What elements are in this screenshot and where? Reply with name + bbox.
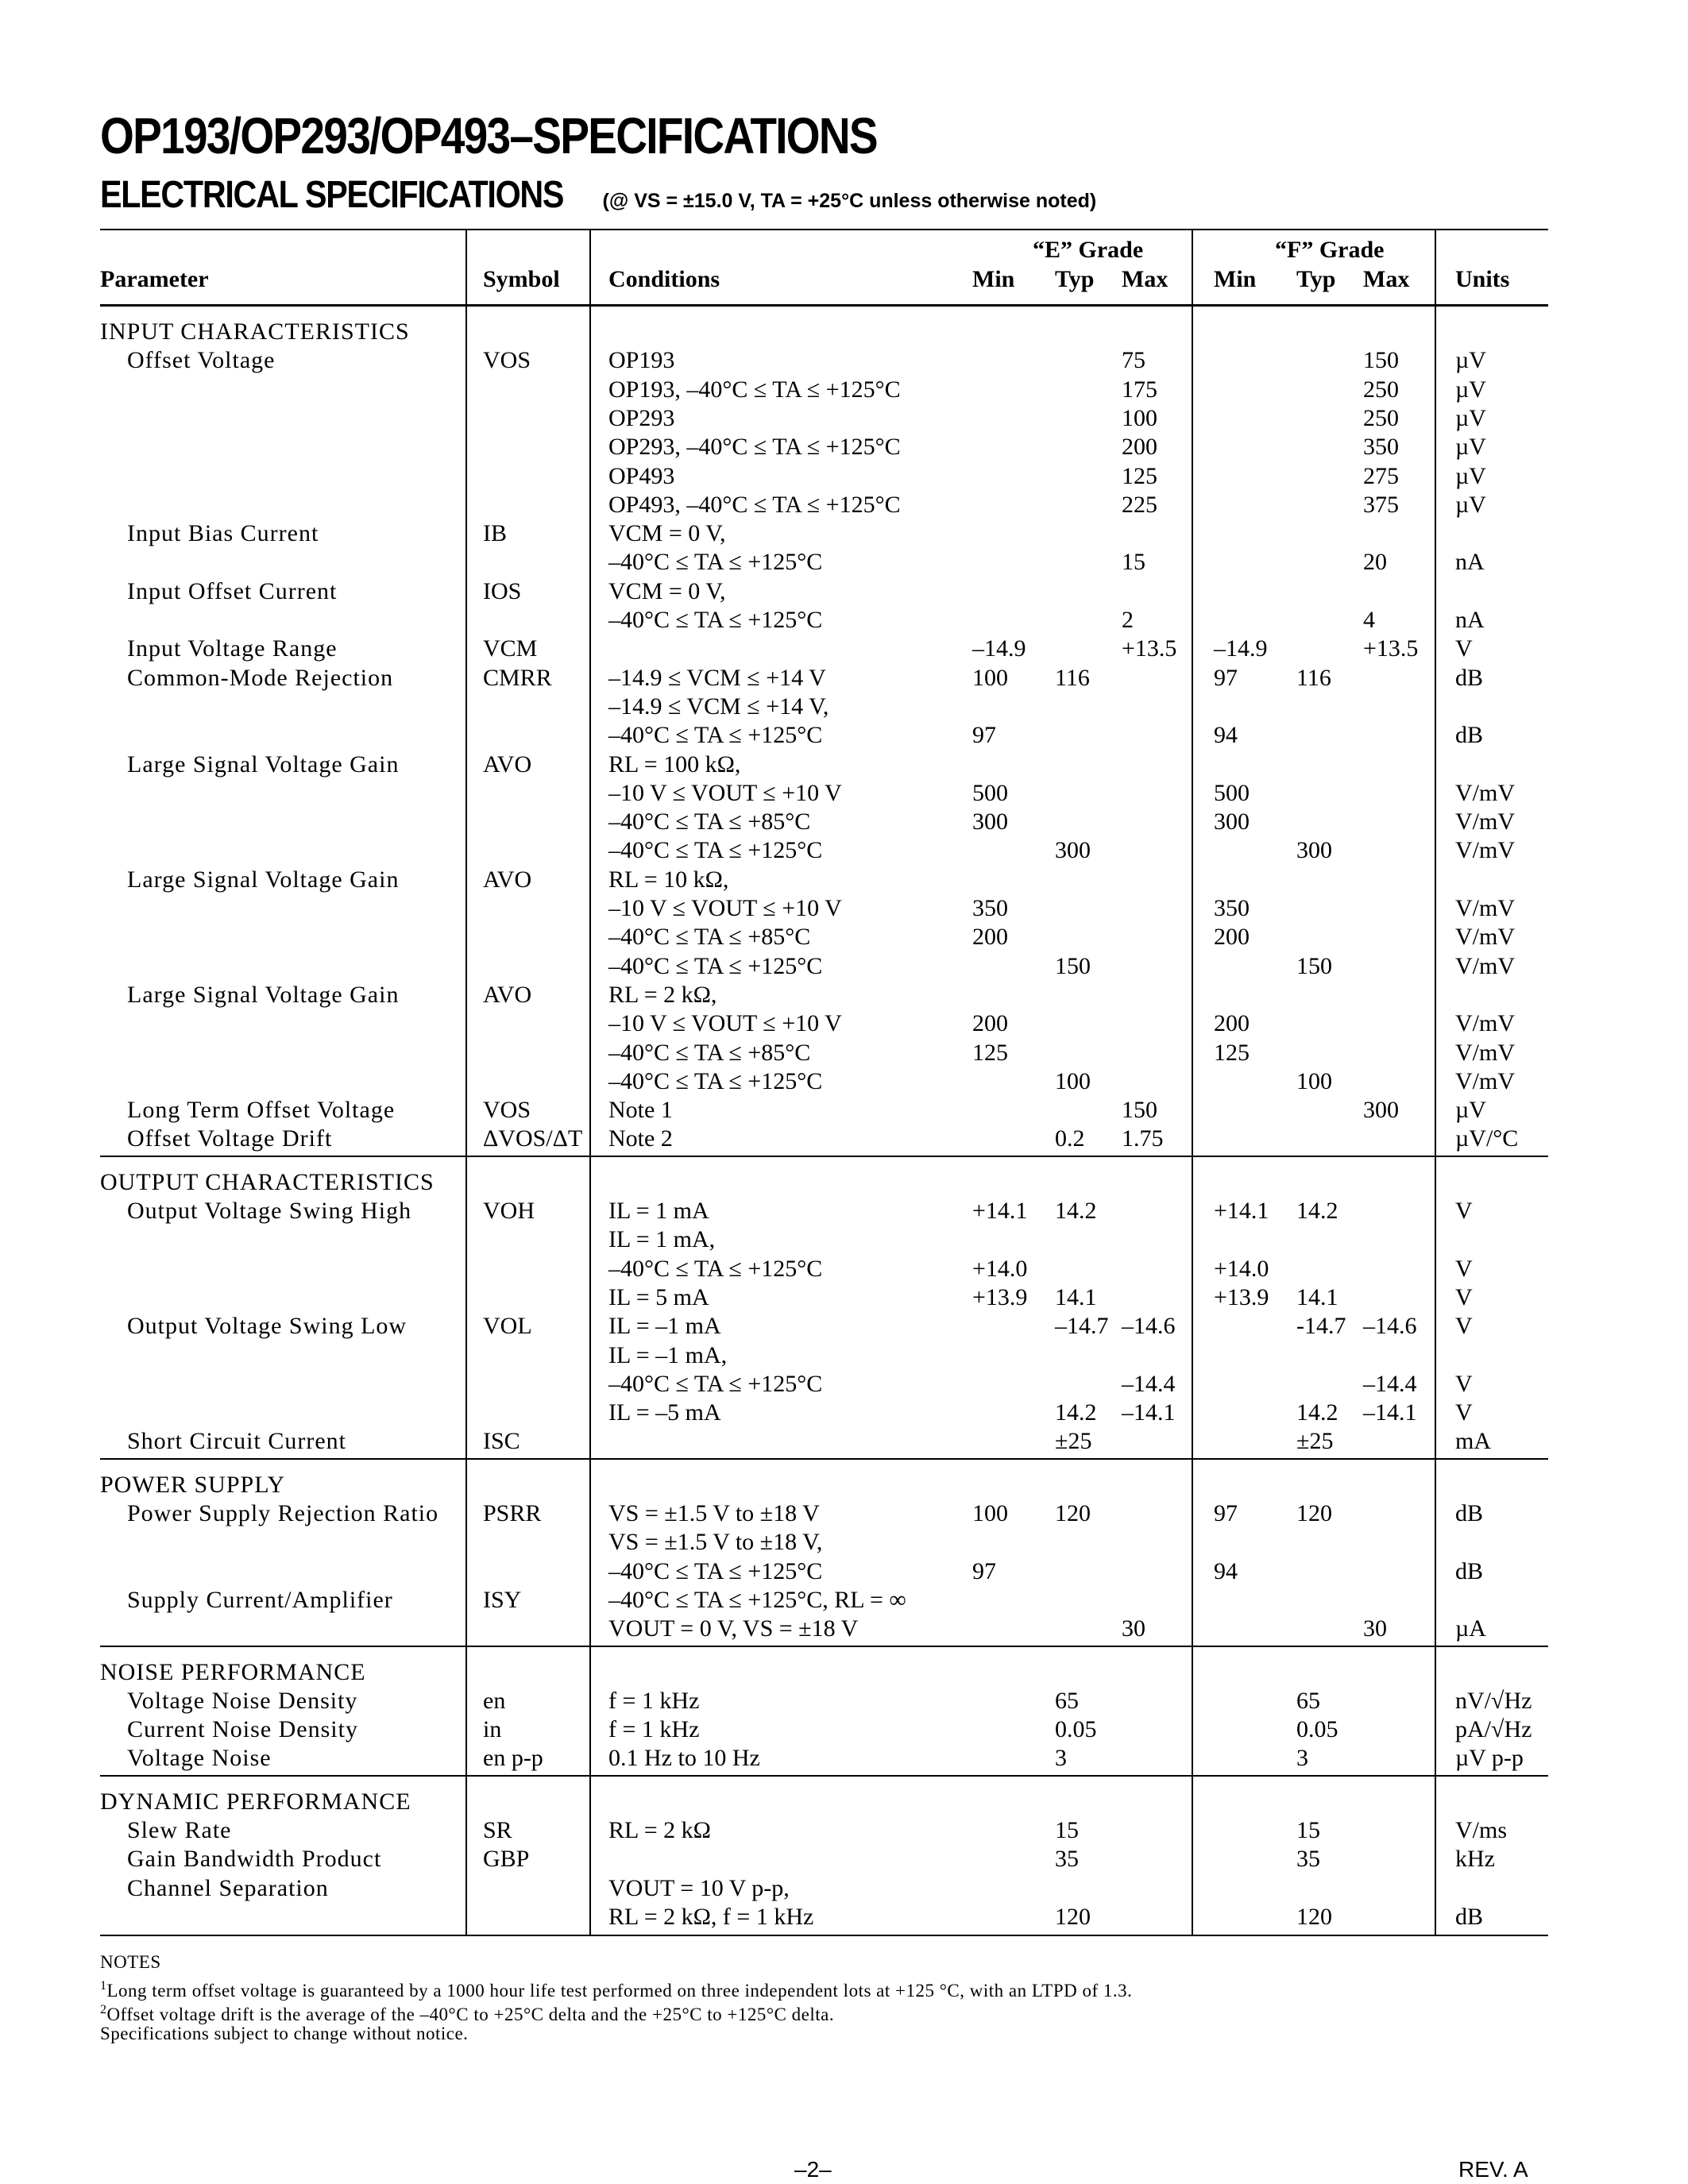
unit-cell: V [1455, 1370, 1473, 1397]
condition-cell: IL = 1 mA, [608, 1226, 716, 1253]
condition-cell: –40°C ≤ TA ≤ +85°C [608, 924, 811, 951]
e-min-cell: 97 [972, 722, 996, 749]
header-rule [100, 304, 1548, 307]
f-typ-cell: 14.1 [1296, 1283, 1338, 1310]
f-typ-cell: 15 [1296, 1817, 1320, 1843]
condition-cell: RL = 2 kΩ, f = 1 kHz [608, 1903, 814, 1930]
e-typ-cell: 14.2 [1055, 1399, 1097, 1426]
header-f-typ: Typ [1296, 266, 1336, 292]
f-max-cell: 300 [1363, 1097, 1399, 1124]
e-typ-cell: 14.2 [1055, 1198, 1097, 1224]
f-typ-cell: 300 [1296, 837, 1332, 864]
e-max-cell: 15 [1122, 549, 1145, 576]
e-typ-cell: 150 [1055, 952, 1091, 979]
page-number: –2– [794, 2157, 832, 2182]
section-heading: OUTPUT CHARACTERISTICS [100, 1168, 435, 1195]
e-max-cell: 2 [1122, 607, 1134, 633]
condition-cell: –10 V ≤ VOUT ≤ +10 V [608, 1010, 842, 1037]
subtitle-conditions: (@ VS = ±15.0 V, TA = +25°C unless otherwise noted) [602, 190, 1097, 212]
f-min-cell: 97 [1214, 1500, 1238, 1526]
e-max-cell: 100 [1122, 404, 1157, 431]
e-max-cell: –14.4 [1122, 1370, 1176, 1397]
parameter-cell: Input Offset Current [127, 577, 338, 604]
condition-cell: –40°C ≤ TA ≤ +125°C [608, 549, 823, 576]
table-top-rule [100, 229, 1548, 230]
e-max-cell: 1.75 [1122, 1125, 1164, 1152]
unit-cell: nV/√Hz [1455, 1687, 1532, 1714]
e-min-cell: 125 [972, 1039, 1008, 1066]
unit-cell: V/mV [1455, 1067, 1515, 1094]
unit-cell: V/mV [1455, 952, 1515, 979]
e-typ-cell: 120 [1055, 1903, 1091, 1930]
f-max-cell: 150 [1363, 347, 1399, 374]
e-min-cell: –14.9 [972, 635, 1026, 662]
unit-cell: mA [1455, 1428, 1491, 1455]
f-max-cell: –14.6 [1363, 1313, 1417, 1340]
f-typ-cell: 120 [1296, 1903, 1332, 1930]
f-max-cell: 4 [1363, 607, 1375, 633]
unit-cell: pA/√Hz [1455, 1716, 1532, 1743]
condition-cell: –14.9 ≤ VCM ≤ +14 V, [608, 693, 829, 720]
unit-cell: nA [1455, 607, 1485, 633]
symbol-cell: in [483, 1716, 502, 1743]
header-e-min: Min [972, 266, 1015, 292]
unit-cell: V/mV [1455, 924, 1515, 951]
condition-cell: –40°C ≤ TA ≤ +125°C [608, 837, 823, 864]
e-max-cell: 125 [1122, 462, 1157, 489]
parameter-cell: Channel Separation [127, 1874, 329, 1901]
unit-cell: V [1455, 1283, 1473, 1310]
f-typ-cell: 14.2 [1296, 1399, 1338, 1426]
condition-cell: –40°C ≤ TA ≤ +125°C [608, 607, 823, 633]
parameter-cell: Large Signal Voltage Gain [127, 751, 400, 778]
parameter-cell: Supply Current/Amplifier [127, 1586, 393, 1613]
e-min-cell: +14.0 [972, 1255, 1028, 1282]
condition-cell: VOUT = 0 V, VS = ±18 V [608, 1615, 859, 1642]
section-heading: DYNAMIC PERFORMANCE [100, 1788, 411, 1815]
f-min-cell: 200 [1214, 1010, 1250, 1037]
condition-cell: 0.1 Hz to 10 Hz [608, 1745, 760, 1772]
condition-cell: –40°C ≤ TA ≤ +125°C [608, 1370, 823, 1397]
f-min-cell: +13.9 [1214, 1283, 1269, 1310]
e-typ-cell: 15 [1055, 1817, 1079, 1843]
parameter-cell: Offset Voltage [127, 347, 276, 374]
f-typ-cell: 3 [1296, 1745, 1308, 1772]
f-min-cell: 125 [1214, 1039, 1250, 1066]
condition-cell: IL = 1 mA [608, 1198, 709, 1224]
symbol-cell: VOH [483, 1198, 535, 1224]
f-min-cell: –14.9 [1214, 635, 1268, 662]
symbol-cell: ISC [483, 1428, 520, 1455]
e-min-cell: 500 [972, 779, 1008, 806]
symbol-cell: VOS [483, 347, 531, 374]
f-min-cell: 94 [1214, 1557, 1238, 1584]
note-1-text: Long term offset voltage is guaranteed by a 1000 hour life test performed on three independent lots at +125 °C, with an LTPD of 1.3. [106, 1980, 1133, 2001]
e-max-cell: –14.1 [1122, 1399, 1176, 1426]
symbol-cell: VOS [483, 1097, 531, 1124]
unit-cell: dB [1455, 722, 1484, 749]
header-e-grade: “E” Grade [1033, 237, 1144, 263]
e-typ-cell: 0.05 [1055, 1716, 1097, 1743]
parameter-cell: Voltage Noise Density [127, 1687, 358, 1714]
f-max-cell: 375 [1363, 491, 1399, 518]
condition-cell: IL = 5 mA [608, 1283, 709, 1310]
header-parameter: Parameter [100, 266, 209, 292]
unit-cell: V/mV [1455, 779, 1515, 806]
unit-cell: µA [1455, 1615, 1486, 1642]
e-max-cell: 75 [1122, 347, 1145, 374]
symbol-cell: VOL [483, 1313, 532, 1340]
unit-cell: V [1455, 1255, 1473, 1282]
condition-cell: IL = –5 mA [608, 1399, 721, 1426]
f-typ-cell: 35 [1296, 1846, 1320, 1873]
condition-cell: f = 1 kHz [608, 1716, 700, 1743]
unit-cell: V [1455, 635, 1473, 662]
parameter-cell: Common-Mode Rejection [127, 664, 394, 691]
parameter-cell: Large Signal Voltage Gain [127, 866, 400, 893]
condition-cell: –40°C ≤ TA ≤ +125°C, RL = ∞ [608, 1586, 906, 1613]
f-min-cell: 500 [1214, 779, 1250, 806]
f-typ-cell: 100 [1296, 1067, 1332, 1094]
unit-cell: µV [1455, 462, 1486, 489]
section-rule [100, 1458, 1548, 1460]
f-max-cell: 250 [1363, 404, 1399, 431]
e-min-cell: 97 [972, 1557, 996, 1584]
f-typ-cell: 116 [1296, 664, 1331, 691]
subtitle-main: ELECTRICAL SPECIFICATIONS [100, 174, 564, 216]
condition-cell: –40°C ≤ TA ≤ +125°C [608, 1067, 823, 1094]
e-typ-cell: 120 [1055, 1500, 1091, 1526]
unit-cell: dB [1455, 664, 1484, 691]
unit-cell: µV [1455, 347, 1486, 374]
e-typ-cell: 3 [1055, 1745, 1067, 1772]
f-max-cell: –14.1 [1363, 1399, 1417, 1426]
e-max-cell: 150 [1122, 1097, 1157, 1124]
unit-cell: V [1455, 1399, 1473, 1426]
symbol-cell: AVO [483, 981, 532, 1008]
parameter-cell: Output Voltage Swing Low [127, 1313, 408, 1340]
f-min-cell: +14.1 [1214, 1198, 1269, 1224]
symbol-cell: SR [483, 1817, 512, 1843]
f-typ-cell: 150 [1296, 952, 1332, 979]
condition-cell: IL = –1 mA, [608, 1341, 728, 1368]
unit-cell: V [1455, 1198, 1473, 1224]
e-max-cell: –14.6 [1122, 1313, 1176, 1340]
e-min-cell: 200 [972, 1010, 1008, 1037]
parameter-cell: Current Noise Density [127, 1716, 358, 1743]
symbol-cell: GBP [483, 1846, 530, 1873]
e-max-cell: 200 [1122, 434, 1157, 461]
f-typ-cell: -14.7 [1296, 1313, 1346, 1340]
unit-cell: nA [1455, 549, 1485, 576]
condition-cell: OP493, –40°C ≤ TA ≤ +125°C [608, 491, 901, 518]
symbol-cell: AVO [483, 866, 532, 893]
section-heading: NOISE PERFORMANCE [100, 1658, 366, 1685]
header-e-typ: Typ [1055, 266, 1095, 292]
condition-cell: –10 V ≤ VOUT ≤ +10 V [608, 895, 842, 921]
parameter-cell: Long Term Offset Voltage [127, 1097, 396, 1124]
section-rule [100, 1775, 1548, 1777]
condition-cell: RL = 10 kΩ, [608, 866, 729, 893]
unit-cell: µV [1455, 376, 1486, 403]
condition-cell: OP493 [608, 462, 675, 489]
unit-cell: V [1455, 1313, 1473, 1340]
f-typ-cell: 65 [1296, 1687, 1320, 1714]
symbol-cell: en [483, 1687, 506, 1714]
f-min-cell: 350 [1214, 895, 1250, 921]
condition-cell: f = 1 kHz [608, 1687, 700, 1714]
f-min-cell: 97 [1214, 664, 1238, 691]
parameter-cell: Offset Voltage Drift [127, 1125, 333, 1152]
condition-cell: OP293 [608, 404, 675, 431]
condition-cell: Note 1 [608, 1097, 673, 1124]
f-typ-cell: 0.05 [1296, 1716, 1338, 1743]
section-rule [100, 1646, 1548, 1647]
condition-cell: OP293, –40°C ≤ TA ≤ +125°C [608, 434, 901, 461]
e-max-cell: 30 [1122, 1615, 1145, 1642]
f-typ-cell: 120 [1296, 1500, 1332, 1526]
parameter-cell: Voltage Noise [127, 1745, 272, 1772]
unit-cell: V/mV [1455, 1039, 1515, 1066]
parameter-cell: Slew Rate [127, 1817, 232, 1843]
condition-cell: RL = 100 kΩ, [608, 751, 741, 778]
column-divider [1435, 229, 1436, 1935]
table-bottom-rule [100, 1935, 1548, 1936]
f-max-cell: –14.4 [1363, 1370, 1417, 1397]
condition-cell: VS = ±1.5 V to ±18 V, [608, 1529, 823, 1556]
note-2-text: Offset voltage drift is the average of the –40°C to +25°C delta and the +25°C to +125°C delta. [106, 2004, 835, 2024]
condition-cell: –40°C ≤ TA ≤ +125°C [608, 1255, 823, 1282]
parameter-cell: Input Bias Current [127, 520, 319, 547]
unit-cell: µV [1455, 1097, 1486, 1124]
symbol-cell: AVO [483, 751, 532, 778]
unit-cell: dB [1455, 1500, 1484, 1526]
notes-disclaimer: Specifications subject to change without notice. [100, 2024, 469, 2044]
f-min-cell: 94 [1214, 722, 1238, 749]
e-typ-cell: 116 [1055, 664, 1090, 691]
condition-cell: VS = ±1.5 V to ±18 V [608, 1500, 820, 1526]
parameter-cell: Gain Bandwidth Product [127, 1846, 382, 1873]
e-max-cell: 175 [1122, 376, 1157, 403]
column-divider [465, 229, 467, 1935]
header-symbol: Symbol [483, 266, 560, 292]
section-subtitle [100, 173, 1096, 217]
condition-cell: VCM = 0 V, [608, 577, 726, 604]
section-heading: INPUT CHARACTERISTICS [100, 318, 410, 345]
unit-cell: V/mV [1455, 1010, 1515, 1037]
symbol-cell: IOS [483, 577, 522, 604]
e-typ-cell: 0.2 [1055, 1125, 1085, 1152]
e-max-cell: 225 [1122, 491, 1157, 518]
condition-cell: –40°C ≤ TA ≤ +125°C [608, 1557, 823, 1584]
revision-label: REV. A [1458, 2157, 1528, 2182]
condition-cell: OP193, –40°C ≤ TA ≤ +125°C [608, 376, 901, 403]
e-typ-cell: 14.1 [1055, 1283, 1097, 1310]
condition-cell: –40°C ≤ TA ≤ +125°C [608, 952, 823, 979]
condition-cell: IL = –1 mA [608, 1313, 721, 1340]
column-divider [1192, 229, 1193, 1935]
unit-cell: dB [1455, 1557, 1484, 1584]
unit-cell: V/mV [1455, 808, 1515, 835]
symbol-cell: ΔVOS/ΔT [483, 1125, 583, 1152]
f-max-cell: 250 [1363, 376, 1399, 403]
parameter-cell: Input Voltage Range [127, 635, 338, 662]
symbol-cell: ISY [483, 1586, 522, 1613]
column-divider [589, 229, 591, 1935]
condition-cell: RL = 2 kΩ, [608, 981, 717, 1008]
f-min-cell: 300 [1214, 808, 1250, 835]
e-max-cell: +13.5 [1122, 635, 1177, 662]
parameter-cell: Large Signal Voltage Gain [127, 981, 400, 1008]
symbol-cell: CMRR [483, 664, 552, 691]
notes-heading: NOTES [100, 1952, 161, 1973]
condition-cell: Note 2 [608, 1125, 673, 1152]
note-1-marker: 1 [100, 1979, 107, 1993]
condition-cell: –10 V ≤ VOUT ≤ +10 V [608, 779, 842, 806]
e-min-cell: +13.9 [972, 1283, 1028, 1310]
note-2-marker: 2 [100, 2003, 107, 2017]
condition-cell: OP193 [608, 347, 675, 374]
symbol-cell: VCM [483, 635, 538, 662]
f-typ-cell: ±25 [1296, 1428, 1334, 1455]
unit-cell: µV [1455, 404, 1486, 431]
f-max-cell: +13.5 [1363, 635, 1419, 662]
e-min-cell: 100 [972, 1500, 1008, 1526]
condition-cell: –40°C ≤ TA ≤ +85°C [608, 808, 811, 835]
e-typ-cell: 35 [1055, 1846, 1079, 1873]
e-min-cell: +14.1 [972, 1198, 1028, 1224]
unit-cell: µV [1455, 491, 1486, 518]
f-min-cell: 200 [1214, 924, 1250, 951]
e-typ-cell: –14.7 [1055, 1313, 1109, 1340]
page-title: OP193/OP293/OP493–SPECIFICATIONS [100, 107, 877, 164]
e-min-cell: 300 [972, 808, 1008, 835]
unit-cell: dB [1455, 1903, 1484, 1930]
header-f-grade: “F” Grade [1275, 237, 1385, 263]
unit-cell: V/mV [1455, 837, 1515, 864]
parameter-cell: Power Supply Rejection Ratio [127, 1500, 439, 1526]
unit-cell: µV [1455, 434, 1486, 461]
condition-cell: VCM = 0 V, [608, 520, 726, 547]
e-typ-cell: ±25 [1055, 1428, 1092, 1455]
symbol-cell: en p-p [483, 1745, 543, 1772]
unit-cell: µV p-p [1455, 1745, 1524, 1772]
e-min-cell: 100 [972, 664, 1008, 691]
e-typ-cell: 65 [1055, 1687, 1079, 1714]
condition-cell: VOUT = 10 V p-p, [608, 1874, 790, 1901]
parameter-cell: Output Voltage Swing High [127, 1198, 412, 1224]
condition-cell: –14.9 ≤ VCM ≤ +14 V [608, 664, 826, 691]
section-rule [100, 1156, 1548, 1157]
header-e-max: Max [1122, 266, 1168, 292]
parameter-cell: Short Circuit Current [127, 1428, 346, 1455]
section-heading: POWER SUPPLY [100, 1471, 286, 1498]
e-typ-cell: 300 [1055, 837, 1091, 864]
symbol-cell: PSRR [483, 1500, 542, 1526]
header-f-min: Min [1214, 266, 1257, 292]
f-max-cell: 30 [1363, 1615, 1387, 1642]
f-max-cell: 20 [1363, 549, 1387, 576]
header-conditions: Conditions [608, 266, 720, 292]
condition-cell: –40°C ≤ TA ≤ +125°C [608, 722, 823, 749]
f-max-cell: 275 [1363, 462, 1399, 489]
condition-cell: RL = 2 kΩ [608, 1817, 711, 1843]
f-max-cell: 350 [1363, 434, 1399, 461]
unit-cell: V/ms [1455, 1817, 1508, 1843]
e-typ-cell: 100 [1055, 1067, 1091, 1094]
unit-cell: V/mV [1455, 895, 1515, 921]
f-typ-cell: 14.2 [1296, 1198, 1338, 1224]
condition-cell: –40°C ≤ TA ≤ +85°C [608, 1039, 811, 1066]
header-f-max: Max [1363, 266, 1410, 292]
header-units: Units [1455, 266, 1510, 292]
unit-cell: µV/°C [1455, 1125, 1519, 1152]
symbol-cell: IB [483, 520, 507, 547]
e-min-cell: 350 [972, 895, 1008, 921]
unit-cell: kHz [1455, 1846, 1495, 1873]
e-min-cell: 200 [972, 924, 1008, 951]
f-min-cell: +14.0 [1214, 1255, 1269, 1282]
